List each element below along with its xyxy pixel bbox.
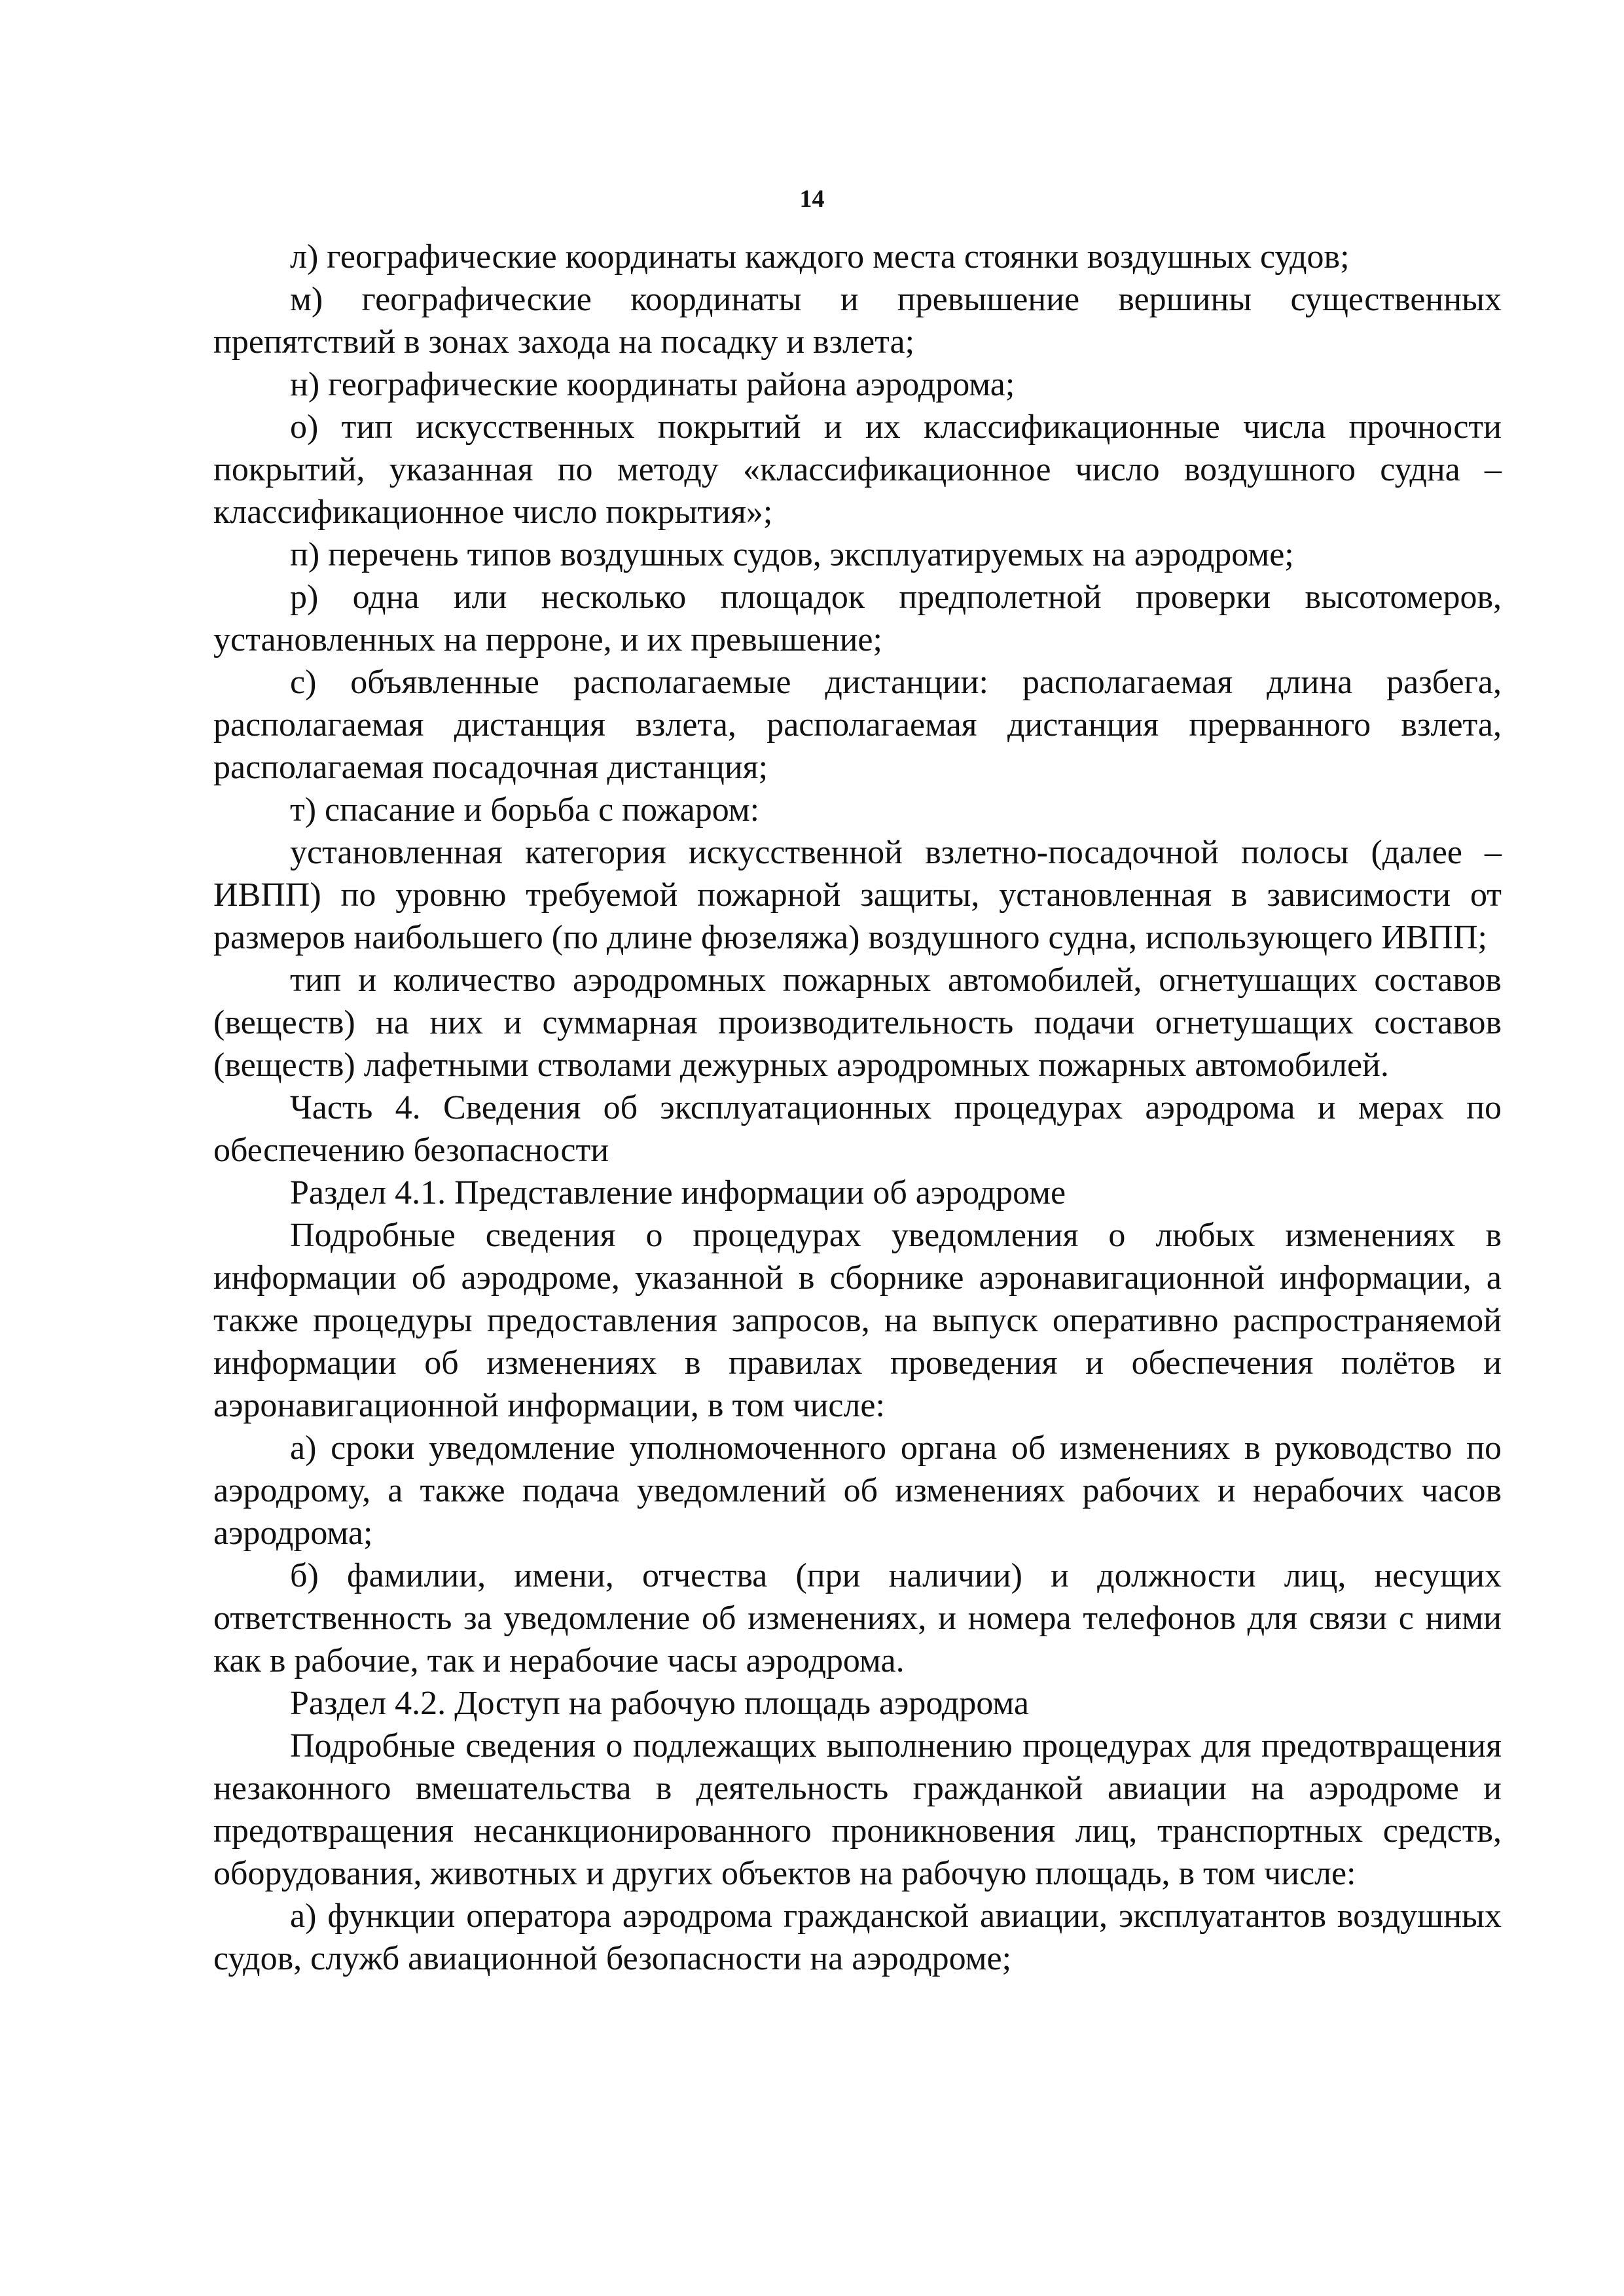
list-item-p: п) перечень типов воздушных судов, эксплуатируемых на аэродроме;: [290, 536, 1294, 573]
list-item-t: т) спасание и борьба с пожаром:: [290, 791, 760, 829]
paragraph-access-procedures: Подробные сведения о подлежащих выполнению процедурах для предотвращения незаконного вмешательства в деятельность гражданкой авиации на аэродроме и предотвращения несанкционированного проникновения лиц, транспортных средств, оборудования, животных и других объектов на рабочую площадь, в том числе:: [213, 1727, 1502, 1892]
list-item-l: л) географические координаты каждого места стоянки воздушных судов;: [290, 238, 1350, 276]
list-item-r: р) одна или несколько площадок предполетной проверки высотомеров, установленных на перроне, и их превышение;: [213, 579, 1502, 658]
list-item-n: н) географические координаты района аэродрома;: [290, 366, 1015, 403]
paragraph-fire-vehicles: тип и количество аэродромных пожарных автомобилей, огнетушащих составов (веществ) на них и суммарная производительность подачи огнетушащих составов (веществ) лафетными стволами дежурных аэродромных пожарных автомобилей.: [213, 961, 1502, 1084]
part-4-heading: Часть 4. Сведения об эксплуатационных процедурах аэродрома и мерах по обеспечению безопасности: [213, 1089, 1502, 1169]
section-4-2-heading: Раздел 4.2. Доступ на рабочую площадь аэродрома: [290, 1685, 1029, 1722]
paragraph-runway-category: установленная категория искусственной взлетно-посадочной полосы (далее – ИВПП) по уровню требуемой пожарной защиты, установленная в зависимости от размеров наибольшего (по длине фюзеляжа) воздушного судна, использующего ИВПП;: [213, 834, 1502, 956]
list-item-a-notification: а) сроки уведомление уполномоченного органа об изменениях в руководство по аэродрому, а также подача уведомлений об изменениях рабочих и нерабочих часов аэродрома;: [213, 1429, 1502, 1552]
section-4-1-heading: Раздел 4.1. Представление информации об аэродроме: [290, 1174, 1066, 1211]
document-body: [213, 236, 1502, 1980]
paragraph-notification-procedures: Подробные сведения о процедурах уведомления о любых изменениях в информации об аэродроме, указанной в сборнике аэронавигационной информации, а также процедуры предоставления запросов, на выпуск оперативно распространяемой информации об изменениях в правилах проведения и обеспечения полётов и аэронавигационной информации, в том числе:: [213, 1217, 1502, 1424]
list-item-m: м) географические координаты и превышение вершины существенных препятствий в зонах захода на посадку и взлета;: [213, 281, 1502, 361]
list-item-b-responsible-persons: б) фамилии, имени, отчества (при наличии) и должности лиц, несущих ответственность за уведомление об изменениях, и номера телефонов для связи с ними как в рабочие, так и нерабочие часы аэродрома.: [213, 1557, 1502, 1679]
list-item-o: о) тип искусственных покрытий и их классификационные числа прочности покрытий, указанная по методу «классификационное число воздушного судна – классификационное число покрытия»;: [213, 408, 1502, 531]
list-item-s: с) объявленные располагаемые дистанции: располагаемая длина разбега, располагаемая дистанция взлета, располагаемая дистанция прерванного взлета, располагаемая посадочная дистанция;: [213, 664, 1502, 786]
page-number: 14: [799, 185, 825, 213]
list-item-a-functions: а) функции оператора аэродрома гражданской авиации, эксплуатантов воздушных судов, служб авиационной безопасности на аэродроме;: [213, 1897, 1502, 1977]
